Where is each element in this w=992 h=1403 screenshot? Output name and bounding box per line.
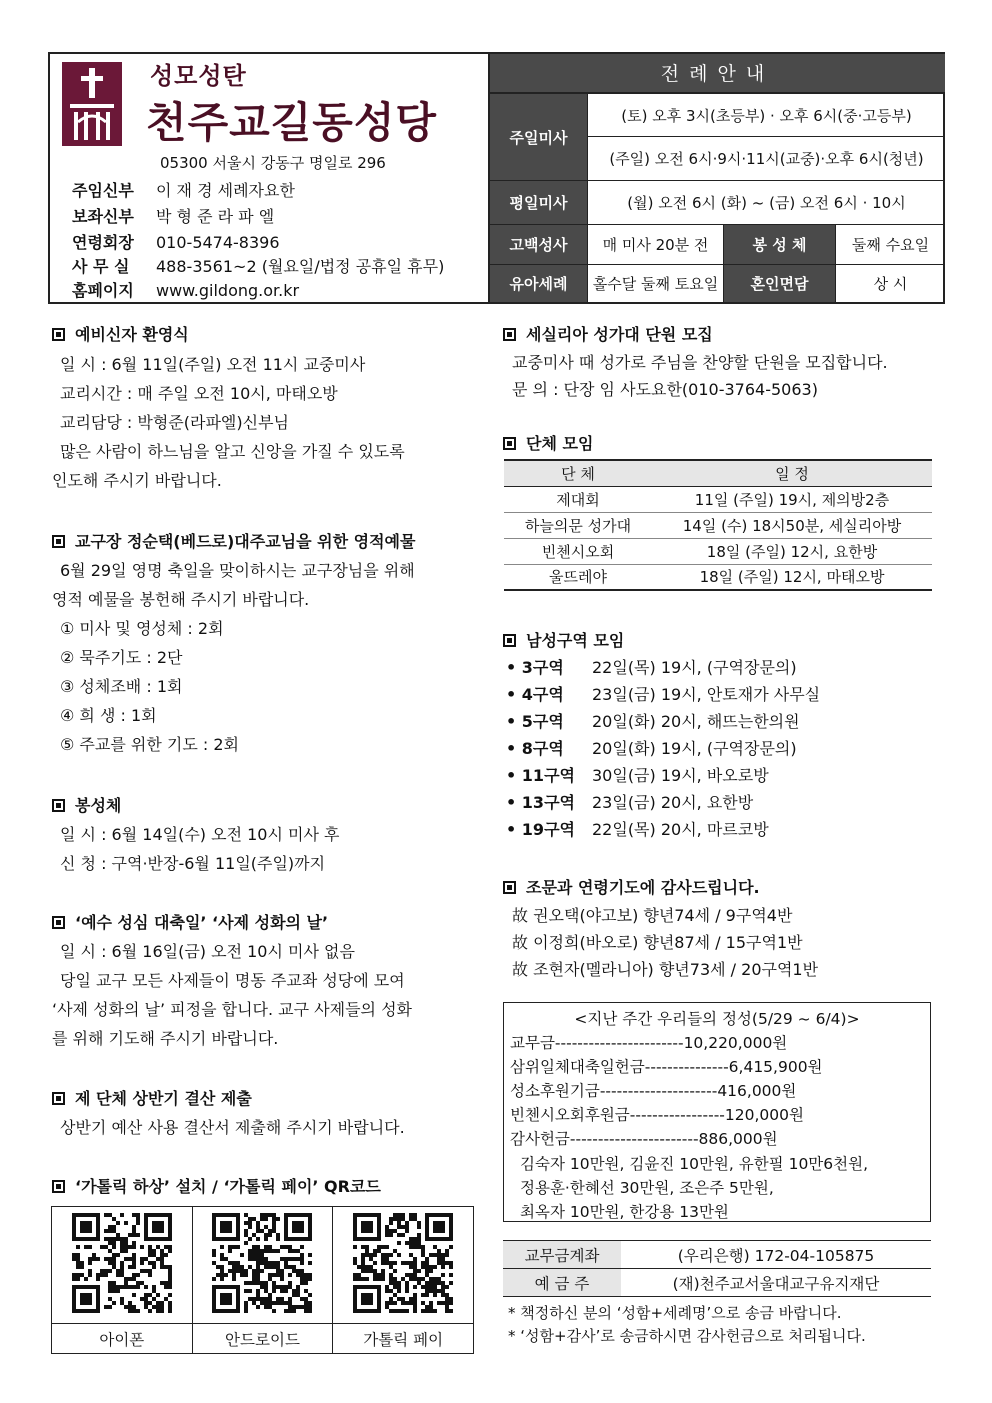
info-label: 홈페이지 <box>72 281 134 300</box>
offering-row: 교무금-----------------------10,220,000원 <box>510 1034 788 1052</box>
square-bullet-icon <box>503 328 516 341</box>
men-district-row: • 19구역 22일(목) 20시, 마르코방 <box>506 820 769 839</box>
table-header: 단 체 <box>504 460 652 486</box>
bishop-line: ② 묵주기도 : 2단 <box>60 648 183 667</box>
section-title-communion: 봉성체 <box>52 793 121 816</box>
condolence-line: 故 권오택(야고보) 향년74세 / 9구역4반 <box>512 906 793 925</box>
donor-line: 정용훈·한혜선 30만원, 조은주 5만원, <box>520 1179 774 1197</box>
section-title-sacred-heart: ‘예수 성심 대축일’ ‘사제 성화의 날’ <box>52 910 328 933</box>
men-district-row: • 3구역 22일(목) 19시, (구역장문의) <box>506 658 797 677</box>
info-label: 주임신부 <box>72 181 134 200</box>
catechumen-line: 인도해 주시기 바랍니다. <box>52 471 222 490</box>
note-line: * 책정하신 분의 ‘성함+세례명’으로 송금 바랍니다. <box>508 1304 842 1322</box>
men-district-row: • 11구역 30일(금) 19시, 바오로방 <box>506 766 769 785</box>
qr-code-iphone[interactable] <box>72 1213 172 1313</box>
men-district-row: • 13구역 23일(금) 20시, 요한방 <box>506 793 754 812</box>
sunday-mass-saturday: (토) 오후 3시(초등부) · 오후 6시(중·고등부) <box>587 94 945 137</box>
qr-cell-android <box>192 1207 333 1324</box>
info-value: 488-3561~2 (월요일/법정 공휴일 휴무) <box>156 257 445 276</box>
bishop-line: 영적 예물을 봉헌해 주시기 바랍니다. <box>52 590 310 609</box>
square-bullet-icon <box>503 634 516 647</box>
square-bullet-icon <box>503 881 516 894</box>
offering-row: 성소후원기금---------------------416,000원 <box>510 1082 797 1100</box>
parish-name: 천주교길동성당 <box>146 98 438 147</box>
offering-title: <지난 주간 우리들의 정성(5/29 ~ 6/4)> <box>574 1010 860 1028</box>
table-row: 울뜨레야 18일 (주일) 12시, 마태오방 <box>504 564 932 590</box>
sacred-heart-line: 를 위해 기도해 주시기 바랍니다. <box>52 1029 279 1048</box>
table-row: 제대회 11일 (주일) 19시, 제의방2층 <box>504 486 932 512</box>
bishop-line: 6월 29일 영명 축일을 맞이하시는 교구장님을 위해 <box>60 561 415 580</box>
catechumen-line: 많은 사람이 하느님을 알고 신앙을 가질 수 있도록 <box>60 442 405 461</box>
square-bullet-icon <box>52 535 65 548</box>
baptism-label: 유아세례 <box>490 265 587 302</box>
donor-line: 김숙자 10만원, 김윤진 10만원, 유한필 10만6천원, <box>520 1155 869 1173</box>
info-value: 이 재 경 세례자요한 <box>156 181 295 200</box>
qr-label-iphone: 아이폰 <box>52 1324 193 1354</box>
square-bullet-icon <box>52 799 65 812</box>
communion-value: 둘째 수요일 <box>835 225 945 264</box>
confession-value: 매 미사 20분 전 <box>587 225 723 264</box>
qr-label-android: 안드로이드 <box>192 1324 333 1354</box>
table-header: 일 정 <box>652 460 932 486</box>
qr-cell-iphone <box>52 1207 193 1324</box>
account-number: (우리은행) 172-04-105875 <box>621 1241 931 1269</box>
section-title-bishop: 교구장 정순택(베드로)대주교님을 위한 영적예물 <box>52 529 415 552</box>
account-holder-label: 예 금 주 <box>503 1269 621 1297</box>
qr-code-table <box>51 1206 474 1354</box>
info-pastor <box>72 178 295 201</box>
parish-logo-icon <box>62 62 122 146</box>
section-title-groups: 단체 모임 <box>503 431 593 454</box>
bishop-line: ⑤ 주교를 위한 기도 : 2회 <box>60 735 239 754</box>
account-label: 교무금계좌 <box>503 1241 621 1269</box>
choir-line: 문 의 : 단장 임 사도요한(010-3764-5063) <box>512 380 818 399</box>
square-bullet-icon <box>52 328 65 341</box>
marriage-value: 상 시 <box>835 265 945 302</box>
info-label: 보좌신부 <box>72 207 134 226</box>
mass-schedule-title: 전례안내 <box>490 54 945 94</box>
info-value: 박 형 준 라 파 엘 <box>156 207 275 226</box>
square-bullet-icon <box>52 1180 65 1193</box>
confession-row <box>490 224 945 264</box>
parish-subtitle: 성모성탄 <box>150 62 247 90</box>
section-title-men: 남성구역 모임 <box>503 628 624 651</box>
bulletin-header <box>48 52 945 304</box>
condolence-line: 故 조현자(멜라니아) 향년73세 / 20구역1반 <box>512 960 819 979</box>
info-funeral <box>72 230 280 253</box>
qr-cell-pay <box>333 1207 474 1324</box>
parish-info <box>50 54 488 302</box>
offering-row: 빈첸시오회후원금-----------------120,000원 <box>510 1106 804 1124</box>
qr-code-android[interactable] <box>212 1213 312 1313</box>
settlement-line: 상반기 예산 사용 결산서 제출해 주시기 바랍니다. <box>60 1118 405 1137</box>
account-holder: (재)천주교서울대교구유지재단 <box>621 1269 931 1297</box>
marriage-label: 혼인면담 <box>723 265 835 302</box>
qr-label-pay: 가톨릭 페이 <box>333 1324 474 1354</box>
note-line: * ‘성함+감사’로 송금하시면 감사헌금으로 처리됩니다. <box>508 1327 866 1345</box>
men-district-row: • 4구역 23일(금) 19시, 안토재가 사무실 <box>506 685 821 704</box>
info-label: 사 무 실 <box>72 257 130 276</box>
baptism-value: 홀수달 둘째 토요일 <box>587 265 723 302</box>
parish-address: 05300 서울시 강동구 명일로 296 <box>160 154 386 172</box>
bishop-line: ④ 희 생 : 1회 <box>60 706 157 725</box>
qr-code-catholic-pay[interactable] <box>353 1213 453 1313</box>
catechumen-line: 교리시간 : 매 주일 오전 10시, 마태오방 <box>60 384 338 403</box>
communion-line: 일 시 : 6월 14일(수) 오전 10시 미사 후 <box>60 825 340 844</box>
mass-schedule <box>488 54 945 302</box>
info-label: 연령회장 <box>72 233 134 252</box>
group-meeting-table <box>504 459 932 591</box>
info-assistant <box>72 204 274 227</box>
baptism-row <box>490 264 945 302</box>
sacred-heart-line: 일 시 : 6월 16일(금) 오전 10시 미사 없음 <box>60 942 355 961</box>
sunday-mass-sunday: (주일) 오전 6시·9시·11시(교중)·오후 6시(청년) <box>587 137 945 180</box>
catechumen-line: 일 시 : 6월 11일(주일) 오전 11시 교중미사 <box>60 355 366 374</box>
sunday-mass-label: 주일미사 <box>490 94 587 180</box>
men-district-row: • 5구역 20일(화) 20시, 해뜨는한의원 <box>506 712 800 731</box>
weekly-offering-box <box>503 1002 931 1222</box>
weekday-mass-label: 평일미사 <box>490 181 587 224</box>
offering-row: 감사헌금-----------------------886,000원 <box>510 1130 778 1148</box>
sacred-heart-line: ‘사제 성화의 날’ 피정을 합니다. 교구 사제들의 성화 <box>52 1000 412 1019</box>
bishop-line: ③ 성체조배 : 1회 <box>60 677 183 696</box>
homepage-link[interactable]: www.gildong.or.kr <box>156 281 300 300</box>
info-homepage <box>72 278 299 301</box>
donor-line: 최옥자 10만원, 한강용 13만원 <box>520 1203 729 1221</box>
square-bullet-icon <box>52 916 65 929</box>
choir-line: 교중미사 때 성가로 주님을 찬양할 단원을 모집합니다. <box>512 353 888 372</box>
communion-label: 봉 성 체 <box>723 225 835 264</box>
confession-label: 고백성사 <box>490 225 587 264</box>
section-title-qr: ‘가톨릭 하상’ 설치 / ‘가톨릭 페이’ QR코드 <box>52 1174 381 1197</box>
bishop-line: ① 미사 및 영성체 : 2회 <box>60 619 224 638</box>
catechumen-line: 교리담당 : 박형준(라파엘)신부님 <box>60 413 289 432</box>
info-office <box>72 254 444 277</box>
communion-line: 신 청 : 구역·반장-6월 11일(주일)까지 <box>60 854 326 873</box>
section-title-catechumen: 예비신자 환영식 <box>52 322 189 345</box>
sunday-mass-row <box>490 94 945 180</box>
table-row: 빈첸시오회 18일 (주일) 12시, 요한방 <box>504 538 932 564</box>
account-table <box>503 1240 931 1297</box>
offering-row: 삼위일체대축일헌금---------------6,415,900원 <box>510 1058 823 1076</box>
weekday-mass-times: (월) 오전 6시 (화) ~ (금) 오전 6시 · 10시 <box>587 181 945 224</box>
men-district-row: • 8구역 20일(화) 19시, (구역장문의) <box>506 739 797 758</box>
section-title-condolence: 조문과 연령기도에 감사드립니다. <box>503 875 760 898</box>
table-row: 하늘의문 성가대 14일 (수) 18시50분, 세실리아방 <box>504 512 932 538</box>
square-bullet-icon <box>503 437 516 450</box>
weekday-mass-row <box>490 180 945 224</box>
sacred-heart-line: 당일 교구 모든 사제들이 명동 주교좌 성당에 모여 <box>60 971 405 990</box>
section-title-choir: 세실리아 성가대 단원 모집 <box>503 322 713 345</box>
section-title-settlement: 제 단체 상반기 결산 제출 <box>52 1086 252 1109</box>
info-value: 010-5474-8396 <box>156 233 280 252</box>
condolence-line: 故 이정희(바오로) 향년87세 / 15구역1반 <box>512 933 803 952</box>
square-bullet-icon <box>52 1092 65 1105</box>
